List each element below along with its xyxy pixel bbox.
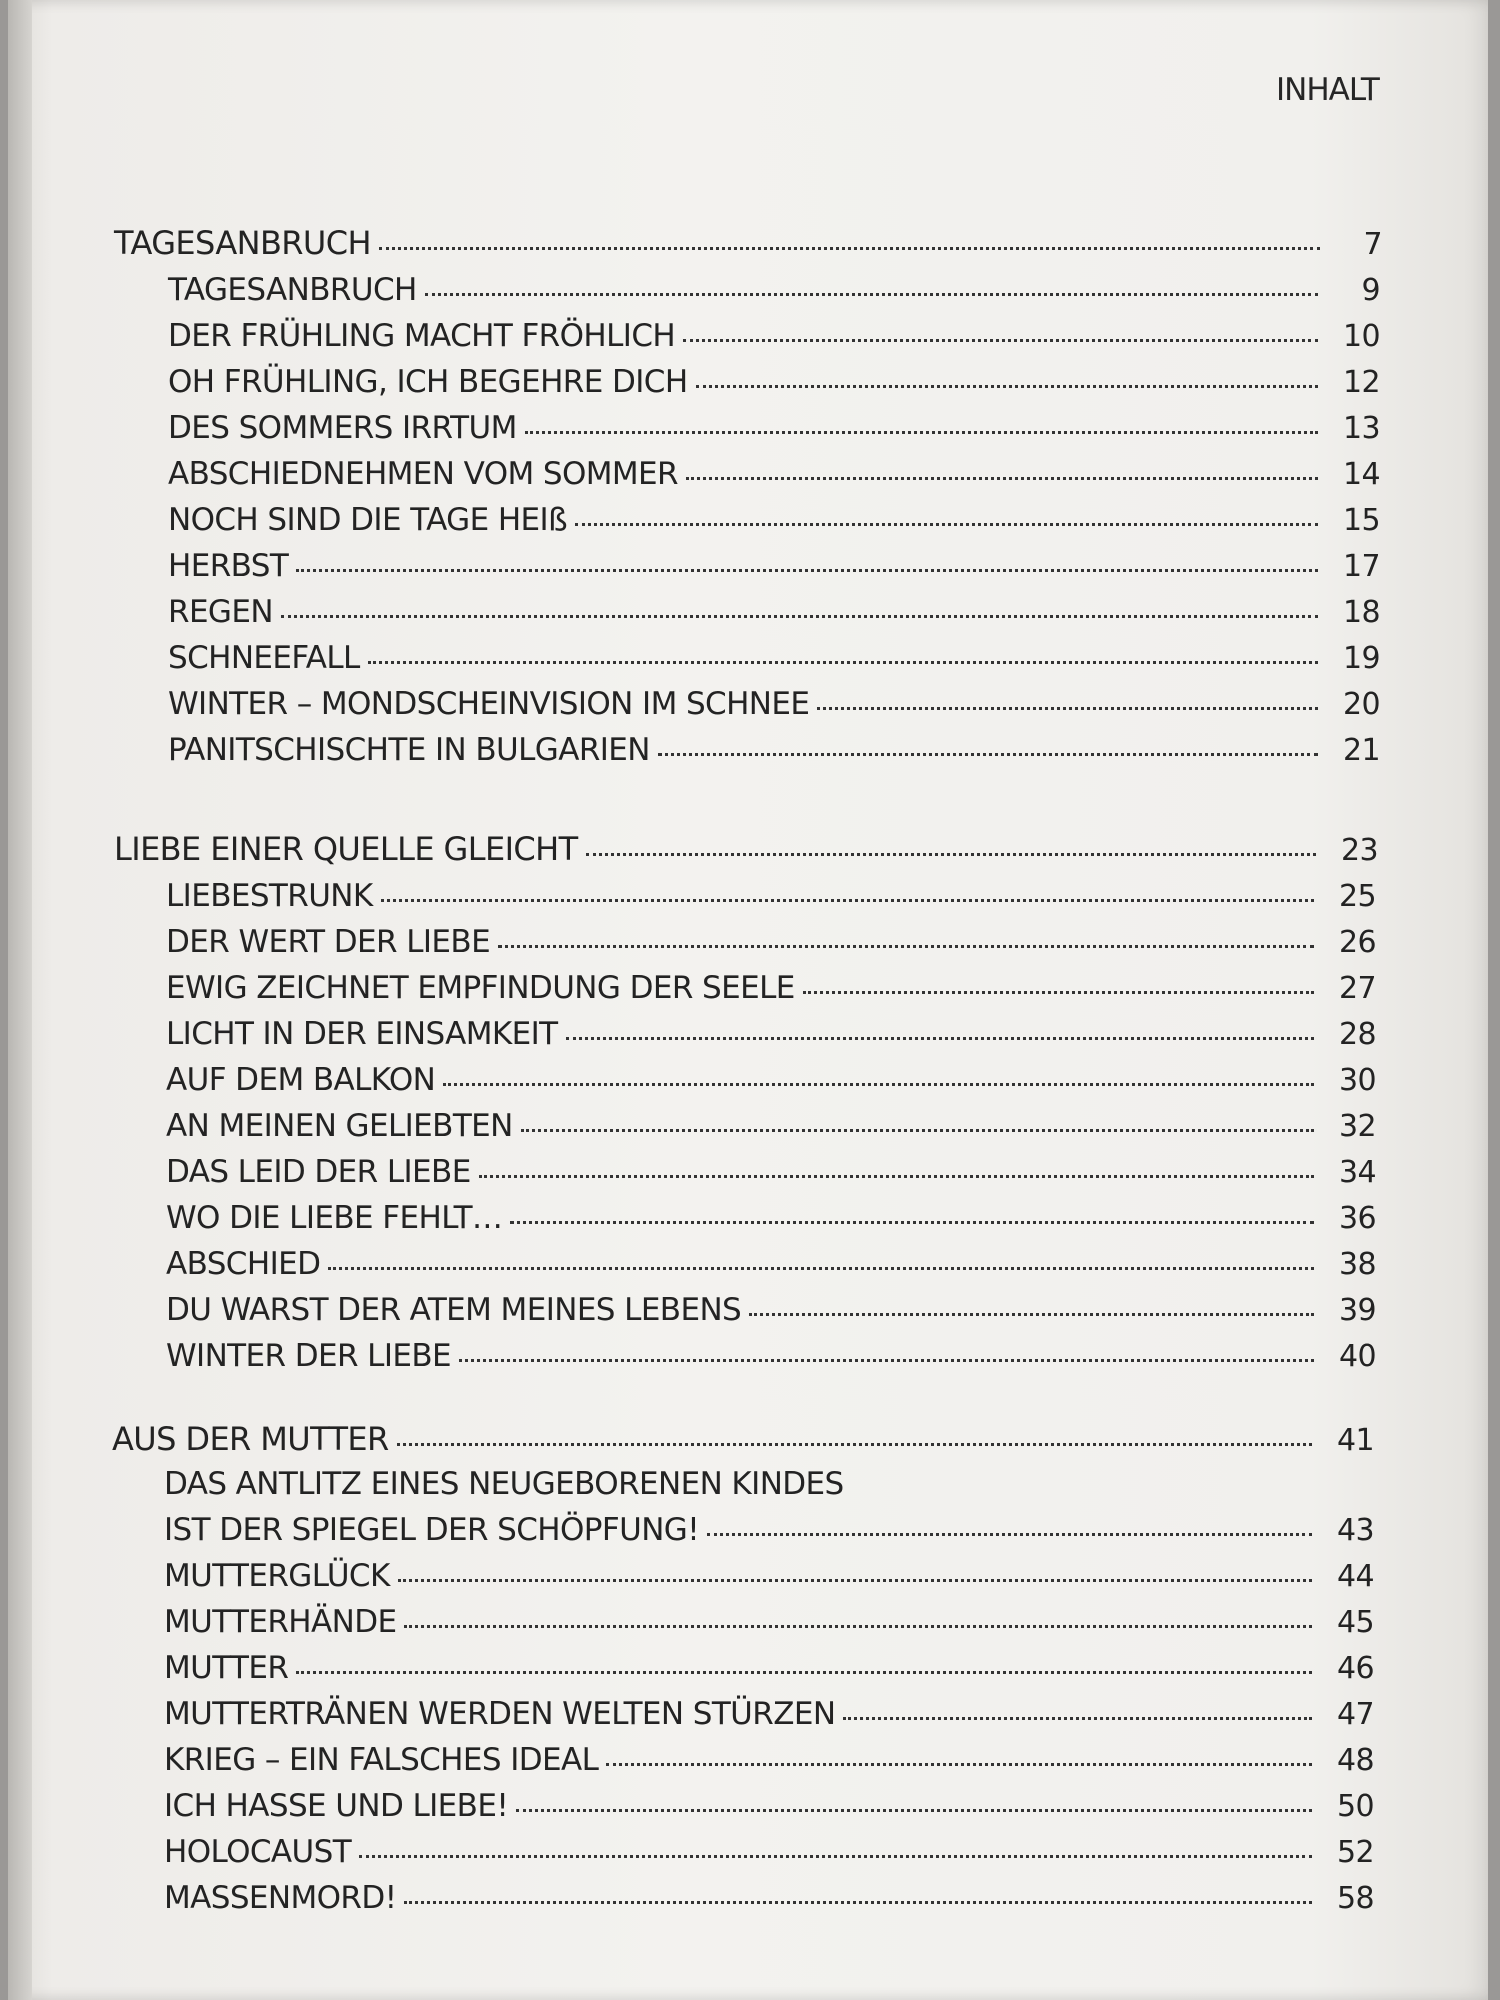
toc-entry-title: EWIG ZEICHNET EMPFINDUNG DER SEELE bbox=[166, 970, 795, 1006]
toc-page-number: 47 bbox=[1337, 1697, 1374, 1732]
toc-section-title: LIEBE EINER QUELLE GLEICHT bbox=[114, 830, 578, 868]
toc-page-number: 15 bbox=[1343, 503, 1380, 538]
toc-entry bbox=[164, 1512, 1374, 1556]
toc-entry-title: SCHNEEFALL bbox=[168, 640, 360, 676]
dot-leader bbox=[296, 1671, 1312, 1674]
dot-leader bbox=[368, 661, 1318, 664]
toc-entry-title: WINTER – MONDSCHEINVISION IM SCHNEE bbox=[168, 686, 810, 722]
dot-leader bbox=[479, 1175, 1314, 1178]
toc-page-number: 17 bbox=[1343, 549, 1380, 584]
toc-entry-title: DAS LEID DER LIEBE bbox=[166, 1154, 471, 1190]
toc-entry-title-line1: DAS ANTLITZ EINES NEUGEBORENEN KINDES bbox=[164, 1466, 844, 1502]
toc-entry bbox=[168, 272, 1380, 316]
dot-leader bbox=[404, 1901, 1312, 1904]
dot-leader bbox=[575, 523, 1318, 526]
dot-leader bbox=[521, 1129, 1314, 1132]
table-of-contents bbox=[8, 0, 1488, 2000]
dot-leader bbox=[516, 1809, 1312, 1812]
toc-entry-title: OH FRÜHLING, ICH BEGEHRE DICH bbox=[168, 364, 688, 400]
toc-page-number: 30 bbox=[1339, 1063, 1376, 1098]
toc-page-number: 48 bbox=[1337, 1743, 1374, 1778]
toc-page-number: 46 bbox=[1337, 1651, 1374, 1686]
toc-page-number: 39 bbox=[1339, 1293, 1376, 1328]
toc-entry bbox=[164, 1650, 1374, 1694]
toc-page-number: 21 bbox=[1343, 733, 1380, 768]
dot-leader bbox=[686, 477, 1318, 480]
dot-leader bbox=[381, 899, 1314, 902]
toc-entry-title: MUTTERGLÜCK bbox=[164, 1558, 390, 1594]
toc-entry bbox=[166, 970, 1376, 1014]
toc-entry-title: ABSCHIED bbox=[166, 1246, 321, 1282]
toc-page-number: 18 bbox=[1343, 595, 1380, 630]
toc-page-number: 43 bbox=[1337, 1513, 1374, 1548]
toc-section-heading bbox=[114, 830, 1378, 874]
dot-leader bbox=[606, 1763, 1312, 1766]
toc-entry-title: DER WERT DER LIEBE bbox=[166, 924, 491, 960]
toc-entry bbox=[168, 410, 1380, 454]
book-page bbox=[8, 0, 1488, 2000]
dot-leader bbox=[281, 615, 1318, 618]
toc-page-number: 50 bbox=[1337, 1789, 1374, 1824]
dot-leader bbox=[459, 1359, 1314, 1362]
toc-page-number: 7 bbox=[1363, 227, 1382, 262]
toc-entry bbox=[168, 548, 1380, 592]
toc-entry bbox=[168, 502, 1380, 546]
toc-entry-title: WINTER DER LIEBE bbox=[166, 1338, 452, 1374]
toc-entry bbox=[166, 1062, 1376, 1106]
toc-page-number: 41 bbox=[1337, 1423, 1374, 1458]
toc-page-number: 23 bbox=[1341, 833, 1378, 868]
toc-page-number: 25 bbox=[1339, 879, 1376, 914]
toc-page-number: 45 bbox=[1337, 1605, 1374, 1640]
toc-entry-title: IST DER SPIEGEL DER SCHÖPFUNG! bbox=[164, 1512, 700, 1548]
toc-page-number: 14 bbox=[1343, 457, 1380, 492]
toc-entry bbox=[168, 594, 1380, 638]
toc-entry bbox=[164, 1880, 1374, 1924]
toc-entry-title: MASSENMORD! bbox=[164, 1880, 397, 1916]
toc-section-heading bbox=[114, 224, 1382, 268]
toc-entry bbox=[166, 924, 1376, 968]
toc-page-number: 10 bbox=[1343, 319, 1380, 354]
toc-entry-title: NOCH SIND DIE TAGE HEIß bbox=[168, 502, 568, 538]
toc-entry bbox=[166, 1292, 1376, 1336]
toc-entry-title: WO DIE LIEBE FEHLT… bbox=[166, 1200, 503, 1236]
toc-entry-title: DES SOMMERS IRRTUM bbox=[168, 410, 517, 446]
toc-page-number: 28 bbox=[1339, 1017, 1376, 1052]
toc-entry-title: REGEN bbox=[168, 594, 273, 630]
toc-entry-title: MUTTER bbox=[164, 1650, 289, 1686]
running-header: INHALT bbox=[1276, 72, 1379, 108]
toc-entry bbox=[168, 364, 1380, 408]
toc-entry bbox=[166, 878, 1376, 922]
toc-entry bbox=[168, 686, 1380, 730]
toc-section-title: AUS DER MUTTER bbox=[112, 1420, 389, 1458]
toc-entry-title: PANITSCHISCHTE IN BULGARIEN bbox=[168, 732, 650, 768]
dot-leader bbox=[359, 1855, 1312, 1858]
toc-entry bbox=[166, 1108, 1376, 1152]
toc-entry bbox=[164, 1696, 1374, 1740]
toc-entry-title: DU WARST DER ATEM MEINES LEBENS bbox=[166, 1292, 742, 1328]
dot-leader bbox=[803, 991, 1314, 994]
toc-entry bbox=[164, 1742, 1374, 1786]
toc-entry-title: LIEBESTRUNK bbox=[166, 878, 373, 914]
toc-page-number: 58 bbox=[1337, 1881, 1374, 1916]
dot-leader bbox=[707, 1533, 1312, 1536]
dot-leader bbox=[443, 1083, 1314, 1086]
toc-entry-title: MUTTERHÄNDE bbox=[164, 1604, 397, 1640]
toc-entry bbox=[168, 456, 1380, 500]
toc-page-number: 9 bbox=[1361, 273, 1380, 308]
dot-leader bbox=[498, 945, 1314, 948]
toc-page-number: 40 bbox=[1339, 1339, 1376, 1374]
toc-entry bbox=[164, 1558, 1374, 1602]
dot-leader bbox=[510, 1221, 1314, 1224]
toc-page-number: 32 bbox=[1339, 1109, 1376, 1144]
toc-page-number: 20 bbox=[1343, 687, 1380, 722]
dot-leader bbox=[397, 1443, 1312, 1446]
toc-entry-title: HOLOCAUST bbox=[164, 1834, 352, 1870]
toc-page-number: 13 bbox=[1343, 411, 1380, 446]
dot-leader bbox=[658, 753, 1318, 756]
toc-page-number: 38 bbox=[1339, 1247, 1376, 1282]
toc-entry-title: MUTTERTRÄNEN WERDEN WELTEN STÜRZEN bbox=[164, 1696, 836, 1732]
dot-leader bbox=[749, 1313, 1314, 1316]
toc-entry-title: AN MEINEN GELIEBTEN bbox=[166, 1108, 513, 1144]
toc-entry-title: DER FRÜHLING MACHT FRÖHLICH bbox=[168, 318, 676, 354]
toc-entry bbox=[164, 1834, 1374, 1878]
dot-leader bbox=[425, 293, 1318, 296]
toc-page-number: 36 bbox=[1339, 1201, 1376, 1236]
dot-leader bbox=[398, 1579, 1312, 1582]
toc-entry-title: KRIEG – EIN FALSCHES IDEAL bbox=[164, 1742, 599, 1778]
toc-entry bbox=[164, 1788, 1374, 1832]
toc-entry bbox=[166, 1246, 1376, 1290]
dot-leader bbox=[379, 247, 1320, 250]
toc-page-number: 26 bbox=[1339, 925, 1376, 960]
toc-page-number: 27 bbox=[1339, 971, 1376, 1006]
toc-entry-title: LICHT IN DER EINSAMKEIT bbox=[166, 1016, 558, 1052]
toc-entry-title: AUF DEM BALKON bbox=[166, 1062, 436, 1098]
dot-leader bbox=[525, 431, 1318, 434]
toc-entry bbox=[166, 1154, 1376, 1198]
toc-entry-title: ICH HASSE UND LIEBE! bbox=[164, 1788, 509, 1824]
dot-leader bbox=[566, 1037, 1314, 1040]
toc-entry bbox=[168, 640, 1380, 684]
toc-section-heading bbox=[112, 1420, 1374, 1464]
toc-entry bbox=[168, 318, 1380, 362]
dot-leader bbox=[404, 1625, 1312, 1628]
toc-entry bbox=[166, 1016, 1376, 1060]
toc-page-number: 19 bbox=[1343, 641, 1380, 676]
dot-leader bbox=[328, 1267, 1314, 1270]
dot-leader bbox=[296, 569, 1318, 572]
toc-entry bbox=[166, 1338, 1376, 1382]
toc-page-number: 12 bbox=[1343, 365, 1380, 400]
toc-section-title: TAGESANBRUCH bbox=[114, 224, 371, 262]
toc-entry bbox=[164, 1604, 1374, 1648]
dot-leader bbox=[817, 707, 1318, 710]
toc-entry-title: HERBST bbox=[168, 548, 289, 584]
toc-entry bbox=[166, 1200, 1376, 1244]
dot-leader bbox=[843, 1717, 1312, 1720]
toc-page-number: 52 bbox=[1337, 1835, 1374, 1870]
toc-page-number: 44 bbox=[1337, 1559, 1374, 1594]
toc-entry bbox=[168, 732, 1380, 776]
dot-leader bbox=[696, 385, 1318, 388]
toc-entry-title: TAGESANBRUCH bbox=[168, 272, 417, 308]
toc-entry-title: ABSCHIEDNEHMEN VOM SOMMER bbox=[168, 456, 678, 492]
toc-page-number: 34 bbox=[1339, 1155, 1376, 1190]
dot-leader bbox=[586, 853, 1316, 856]
dot-leader bbox=[683, 339, 1318, 342]
